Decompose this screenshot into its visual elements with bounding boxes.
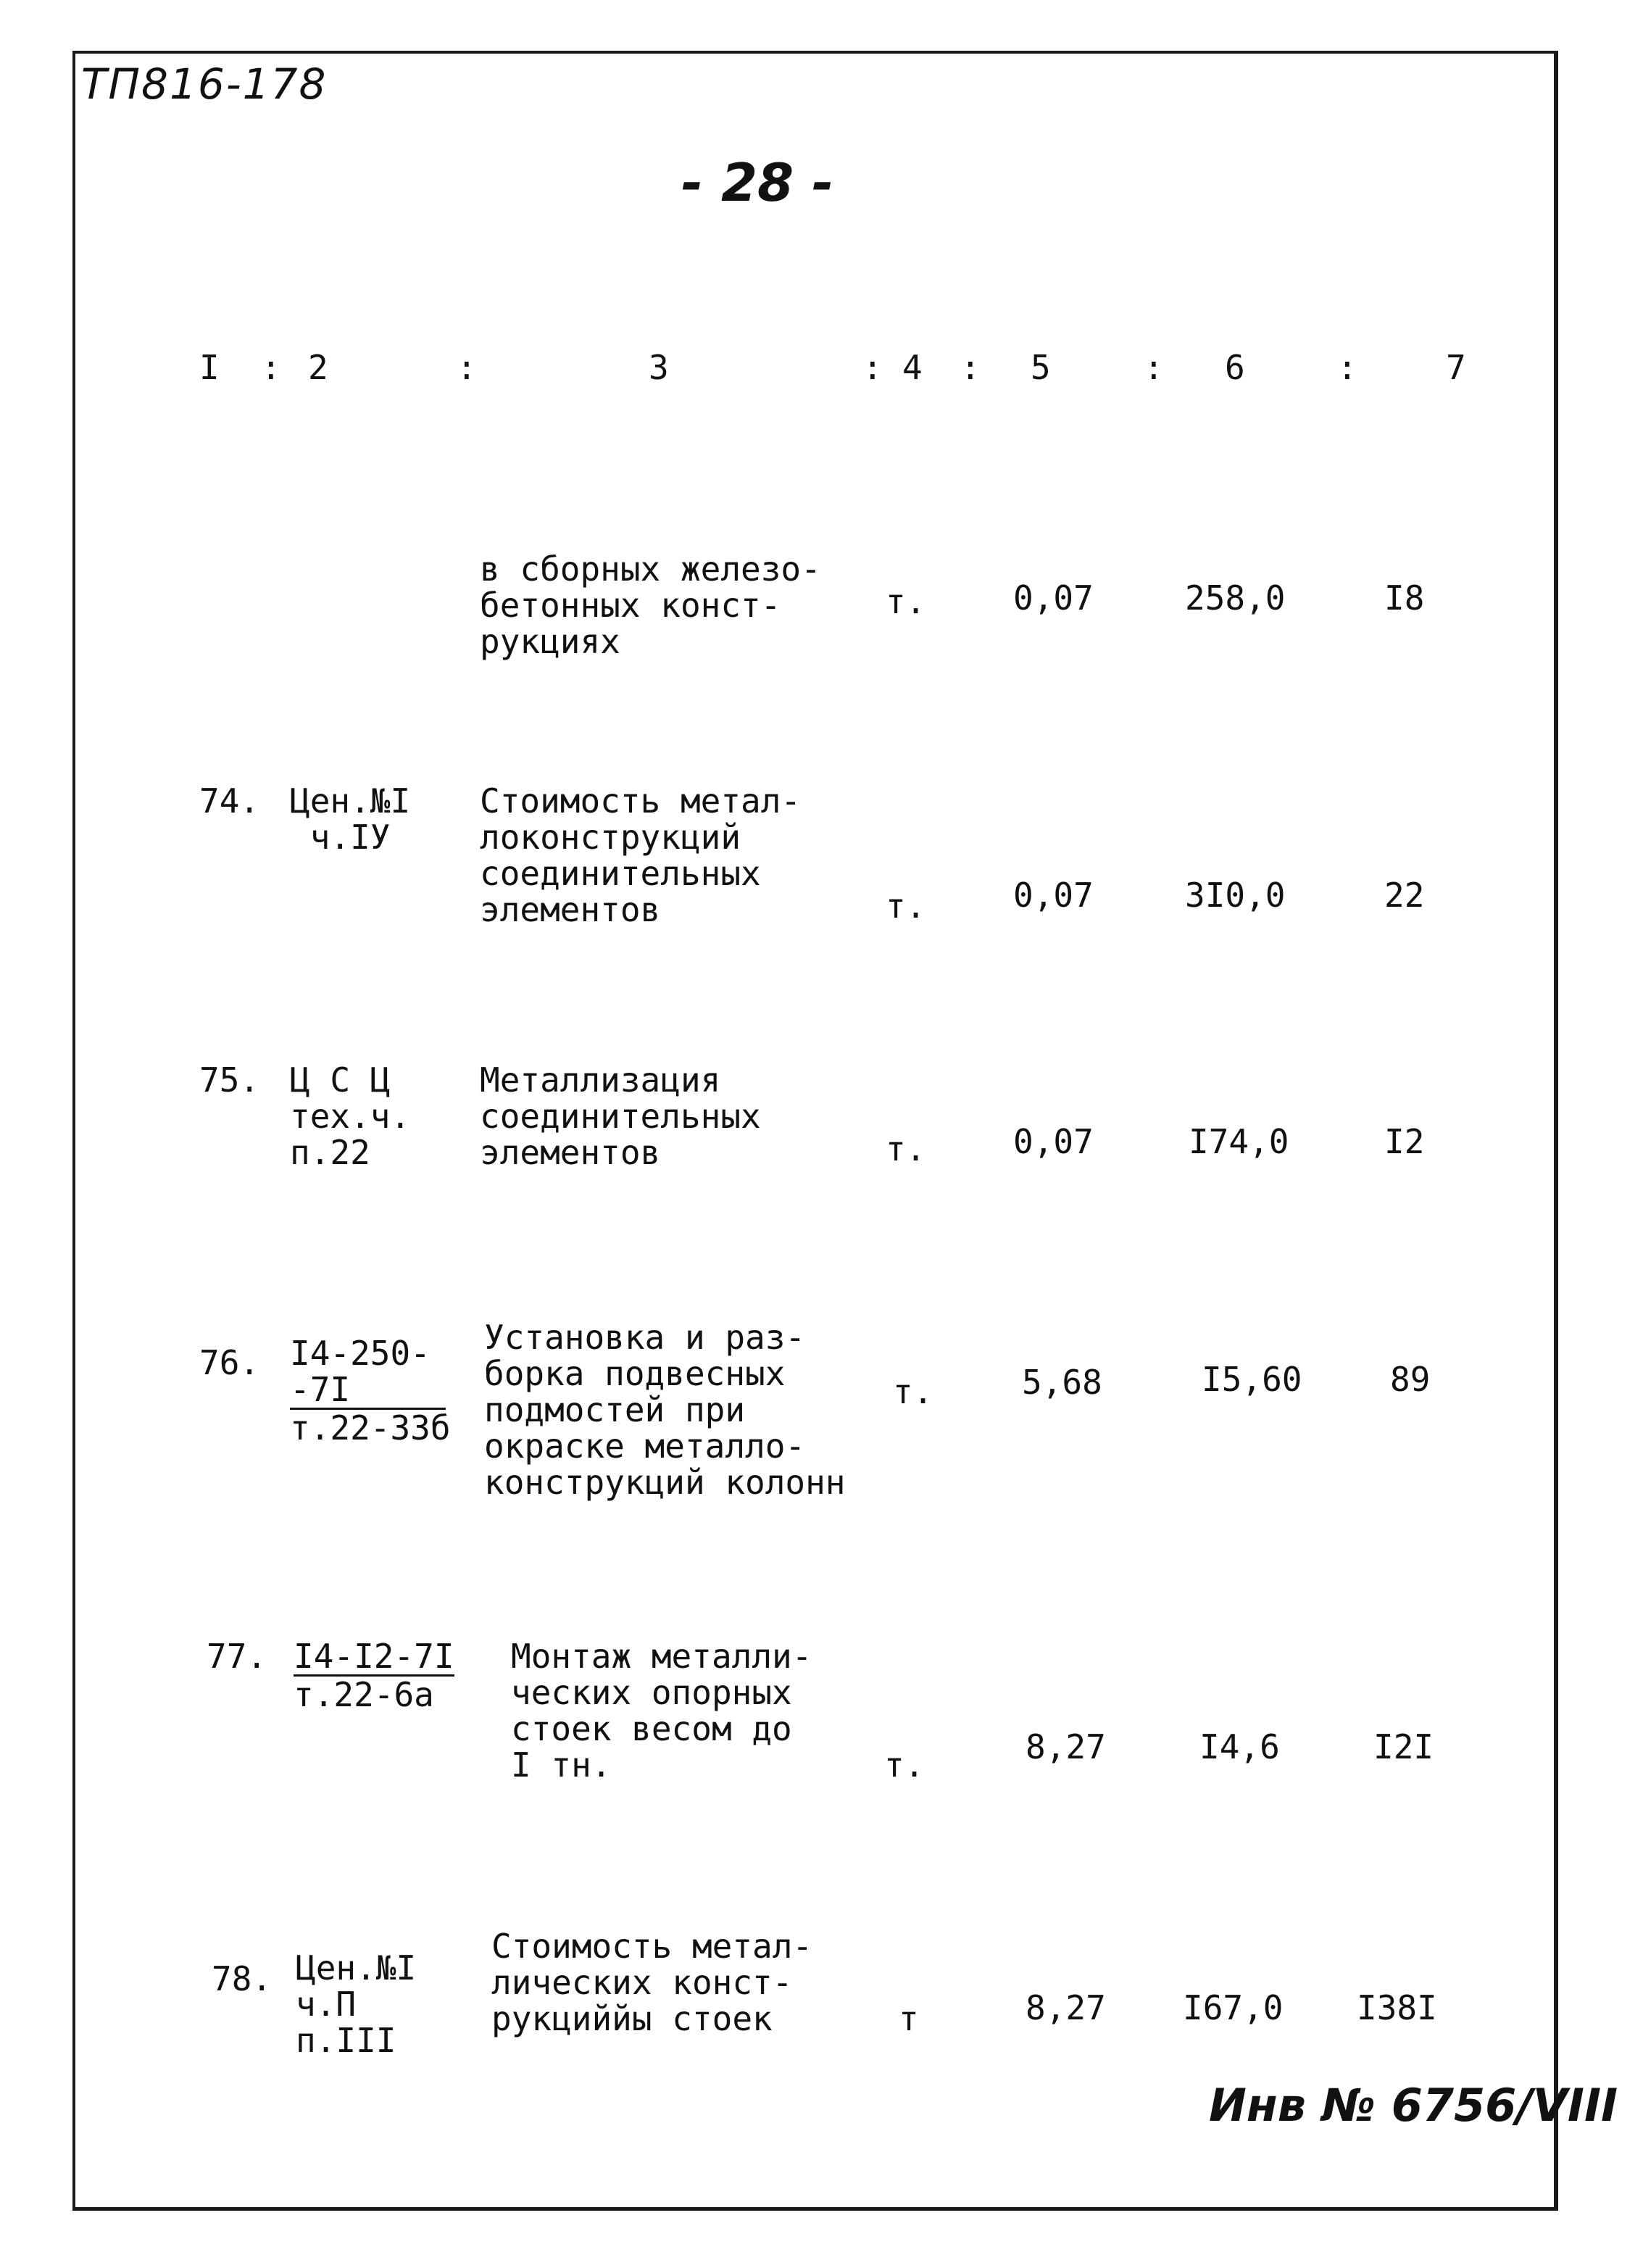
header-col-5: 5: [1031, 348, 1051, 387]
description-line: конструкций колонн: [484, 1463, 846, 1502]
header-col-3: 3: [649, 348, 669, 387]
description-line: Стоимость метал-: [480, 781, 802, 821]
row-total: I38I: [1357, 1988, 1437, 2027]
row-description: [480, 515, 821, 660]
header-separator: :: [457, 348, 477, 387]
row-reference: [290, 783, 410, 855]
row-unit: т: [899, 1999, 919, 2038]
row-quantity: 0,07: [1013, 876, 1094, 915]
reference-line: Ц С Ц: [290, 1060, 391, 1100]
row-unit-price: I74,0: [1189, 1122, 1289, 1161]
description-line: рукциййы стоек: [491, 1999, 773, 2038]
reference-line: т.22-6а: [294, 1675, 434, 1714]
description-line: Стоимость метал-: [491, 1927, 813, 1966]
row-quantity: 5,68: [1022, 1363, 1102, 1402]
description-line: Металлизация: [480, 1060, 721, 1100]
page-number: - 28 -: [681, 152, 834, 213]
row-unit-price: I5,60: [1202, 1360, 1302, 1399]
reference-line: тех.ч.: [290, 1097, 411, 1136]
description-line: борка подвесных: [484, 1354, 786, 1393]
row-unit-price: I4,6: [1199, 1727, 1280, 1766]
description-line: Установка и раз-: [484, 1318, 806, 1357]
header-col-6: 6: [1225, 348, 1245, 387]
reference-line: т.22-33б: [290, 1408, 451, 1447]
row-quantity: 8,27: [1026, 1988, 1106, 2027]
row-number: 74.: [199, 781, 260, 821]
description-line: ческих опорных: [511, 1673, 792, 1712]
row-unit: т.: [893, 1372, 933, 1411]
row-quantity: 0,07: [1013, 578, 1094, 618]
row-number: 78.: [212, 1959, 273, 1998]
row-number: 76.: [199, 1343, 260, 1382]
row-number: 75.: [199, 1060, 260, 1100]
document-code: ТП816-178: [81, 59, 328, 109]
header-separator: :: [261, 348, 281, 387]
row-total: I8: [1384, 578, 1425, 618]
row-quantity: 0,07: [1013, 1122, 1094, 1161]
header-col-7: 7: [1446, 348, 1466, 387]
reference-line: п.22: [290, 1133, 370, 1172]
header-separator: :: [1144, 348, 1164, 387]
row-unit-price: I67,0: [1183, 1988, 1284, 2027]
description-line: соединительных: [480, 854, 761, 893]
row-unit: т.: [884, 1745, 925, 1785]
row-description: [480, 783, 801, 928]
description-line: стоек весом до: [511, 1709, 792, 1748]
row-description: [511, 1638, 812, 1783]
row-total: 22: [1384, 876, 1425, 915]
description-line: рукциях: [480, 622, 620, 661]
row-unit-price: 258,0: [1185, 578, 1286, 618]
description-line: соединительных: [480, 1097, 761, 1136]
header-col-1: I: [199, 348, 220, 387]
header-separator: :: [960, 348, 981, 387]
reference-line: -7I: [290, 1371, 446, 1410]
row-total: 89: [1390, 1360, 1431, 1399]
row-reference: [290, 1335, 451, 1446]
row-description: [480, 1062, 761, 1171]
row-total: I2: [1384, 1122, 1425, 1161]
description-line: Монтаж металли-: [511, 1637, 812, 1676]
reference-line: ч.IУ: [309, 818, 391, 857]
description-line: I тн.: [511, 1745, 612, 1785]
row-quantity: 8,27: [1026, 1727, 1106, 1766]
description-line: локонструкций: [480, 818, 741, 857]
description-line: лических конст-: [491, 1963, 793, 2002]
reference-line: ч.П: [296, 1985, 357, 2024]
row-description: [484, 1319, 846, 1500]
header-col-2: 2: [308, 348, 328, 387]
description-line: подмостей при: [484, 1390, 746, 1429]
reference-line: I4-250-: [290, 1334, 430, 1373]
header-separator: :: [1337, 348, 1357, 387]
row-description: [491, 1928, 812, 2037]
header-col-4: 4: [902, 348, 923, 387]
description-line: элементов: [480, 1133, 661, 1172]
reference-line: Цен.№I: [290, 781, 411, 821]
header-separator: :: [862, 348, 883, 387]
row-number: 77.: [207, 1637, 267, 1676]
description-line: элементов: [480, 890, 661, 929]
row-unit: т.: [886, 1129, 926, 1168]
row-unit: т.: [886, 886, 926, 926]
row-reference: [290, 1062, 410, 1171]
reference-line: I4-I2-7I: [294, 1637, 454, 1676]
description-line: окраске металло-: [484, 1426, 806, 1466]
description-line: в сборных железо-: [480, 549, 821, 589]
row-reference: [296, 1950, 416, 2059]
row-unit: т.: [886, 582, 926, 621]
row-total: I2I: [1373, 1727, 1434, 1766]
inventory-stamp: Инв № 6756/VIII: [1209, 2079, 1618, 2132]
reference-line: п.III: [296, 2021, 396, 2060]
row-reference: [294, 1638, 454, 1713]
reference-line: Цен.№I: [296, 1948, 417, 1987]
description-line: бетонных конст-: [480, 586, 781, 625]
row-unit-price: 3I0,0: [1185, 876, 1286, 915]
